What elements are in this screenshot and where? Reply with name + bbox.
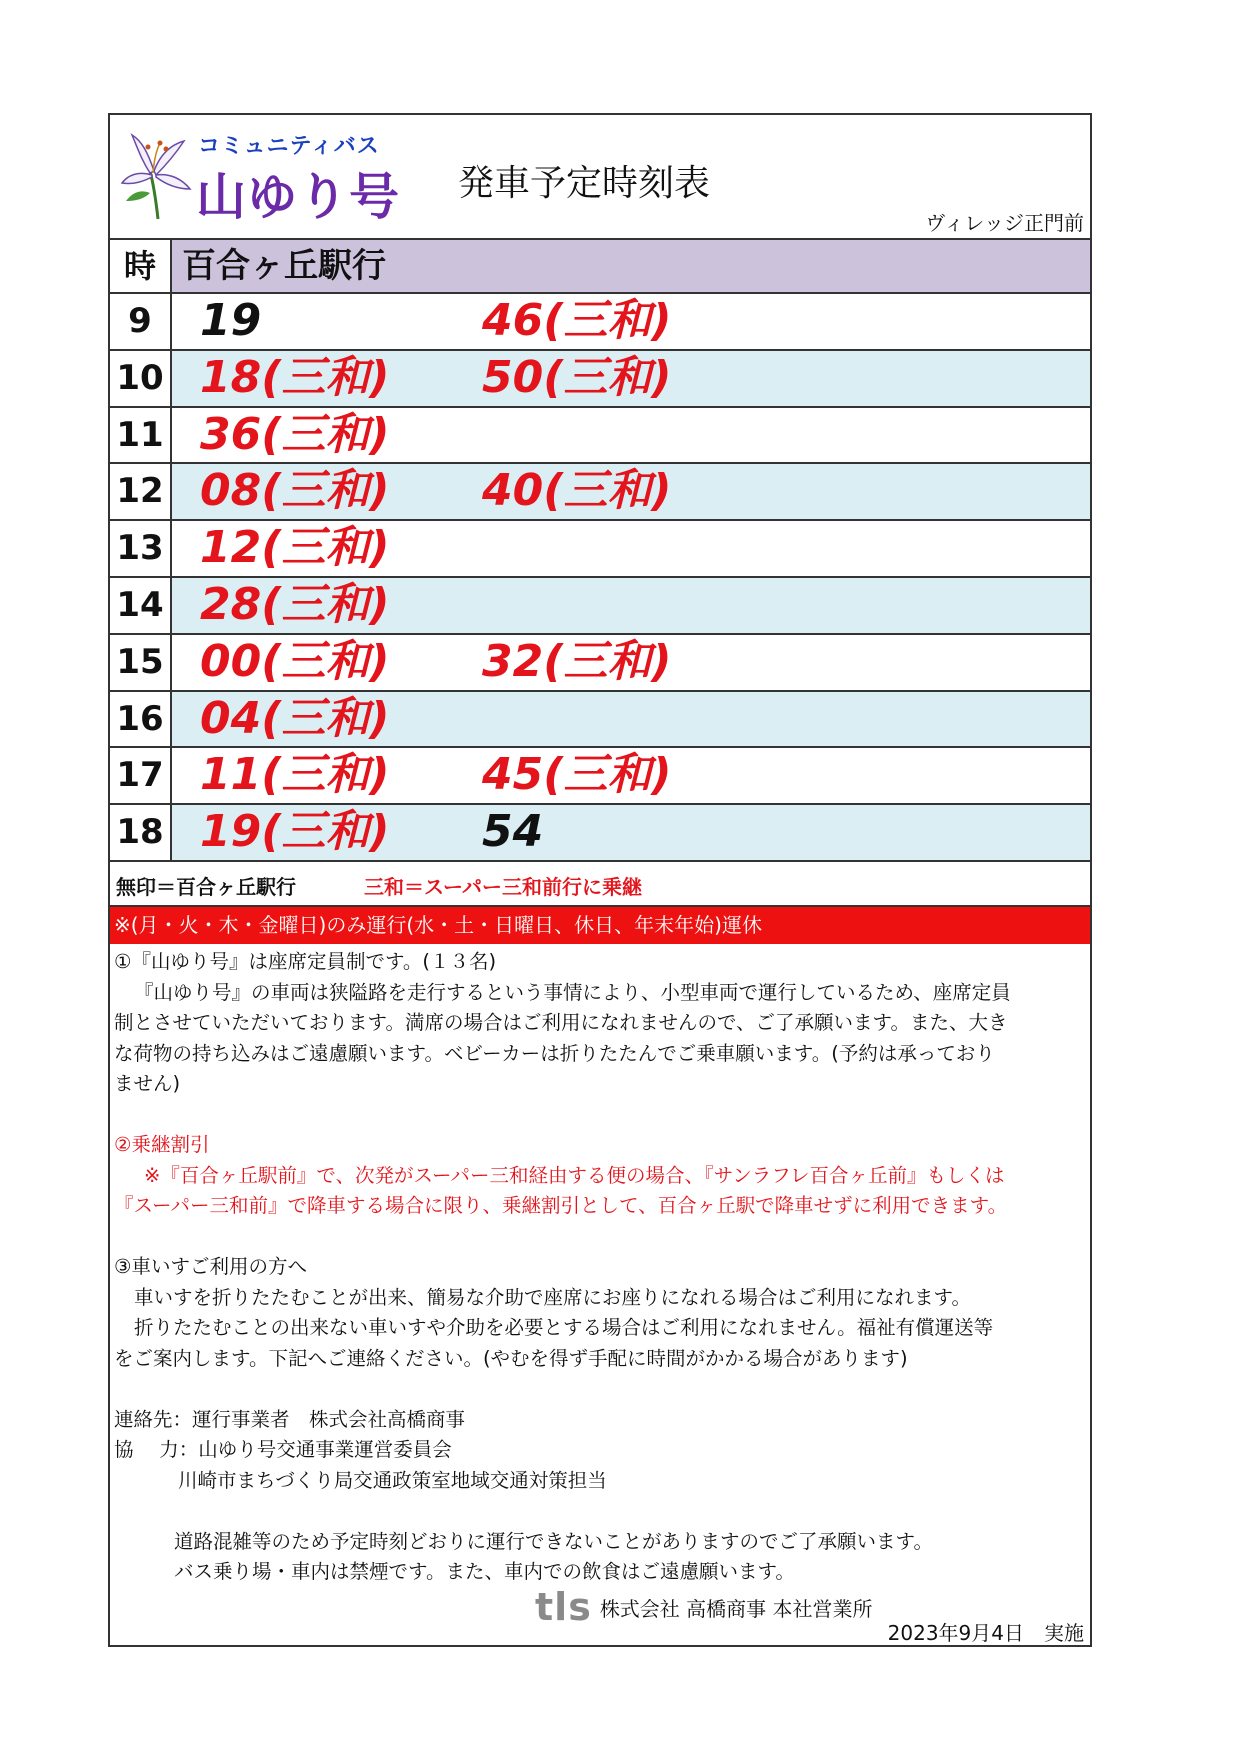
departure-time: 04(三和) (200, 692, 390, 744)
notice-line: 道路混雑等のため予定時刻どおりに運行できないことがありますのでご了承願います。 (174, 1529, 933, 1553)
timetable-row (110, 578, 1090, 635)
note2-line: 『スーパー三和前』で降車する場合に限り、乗継割引として、百合ヶ丘駅で降車せずに利用できます。 (114, 1194, 1008, 1217)
tls-logo: tls (535, 1585, 592, 1629)
timetable-row (110, 351, 1090, 408)
contact-line: 協 力：山ゆり号交通事業運営委員会 (114, 1438, 452, 1461)
hour-cell: 15 (110, 635, 172, 690)
timetable-row (110, 748, 1090, 805)
timetable-row (110, 464, 1090, 521)
legend-sanwa: 三和＝スーパー三和前行に乗継 (364, 875, 642, 899)
contact-line: 連絡先：運行事業者 株式会社高橋商事 (114, 1407, 466, 1431)
departure-time: 40(三和) (482, 465, 672, 517)
hour-cell: 13 (110, 521, 172, 576)
hour-cell: 18 (110, 805, 172, 860)
note3-line: をご案内します。下記へご連絡ください。(やむを得ず手配に時間がかかる場合があります) (114, 1346, 908, 1370)
note1-line: 『山ゆり号』の車両は狭隘路を走行するという事情により、小型車両で運行しているため、座席定員 (134, 980, 1011, 1004)
departure-time: 19(三和) (200, 806, 390, 858)
note1-line: 制とさせていただいております。満席の場合はご利用になれませんので、ご了承願います。また、大き (114, 1011, 1008, 1034)
timetable-row (110, 805, 1090, 862)
departure-time: 00(三和) (200, 635, 390, 687)
departure-time: 11(三和) (200, 749, 390, 801)
departure-time: 19 (200, 295, 262, 346)
hour-cell: 12 (110, 464, 172, 519)
hour-cell: 10 (110, 351, 172, 406)
note1-line: ません) (114, 1072, 181, 1095)
timetable-sheet (108, 113, 1092, 1647)
timetable-header (110, 238, 1090, 294)
legend (110, 870, 1090, 907)
timetable-row (110, 692, 1090, 749)
operating-days-banner: ※(月・火・木・金曜日)のみ運行(水・土・日曜日、休日、年末年始)運休 (110, 907, 1090, 944)
departure-cells (172, 521, 1090, 576)
note3-title: ③車いすご利用の方へ (114, 1255, 307, 1278)
departure-cells (172, 635, 1090, 690)
stop-name: ヴィレッジ正門前 (925, 211, 1084, 235)
legend-plain: 無印＝百合ヶ丘駅行 (116, 875, 296, 899)
departure-time: 54 (482, 806, 544, 858)
departure-cells (172, 578, 1090, 633)
lily-flower-icon (120, 131, 195, 221)
timetable-row (110, 635, 1090, 692)
logo-name: 山ゆり号 (196, 168, 400, 226)
departure-cells (172, 464, 1090, 519)
note1-line: な荷物の持ち込みはご遠慮願います。ベビーカーは折りたたんでご乗車願います。(予約は承っており (114, 1041, 995, 1065)
departure-cells (172, 294, 1090, 349)
departure-time: 08(三和) (200, 465, 390, 517)
departure-cells (172, 748, 1090, 803)
departure-time: 18(三和) (200, 351, 390, 403)
footer-company (535, 1585, 873, 1629)
departure-cells (172, 351, 1090, 406)
logo (120, 127, 400, 226)
departure-cells (172, 805, 1090, 860)
departure-cells (172, 692, 1090, 747)
departure-time: 28(三和) (200, 578, 390, 630)
contact-line: 川崎市まちづくり局交通政策室地域交通対策担当 (178, 1468, 607, 1492)
departure-time: 50(三和) (482, 351, 672, 403)
notes (114, 947, 1086, 1588)
note2-line: ※『百合ヶ丘駅前』で、次発がスーパー三和経由する便の場合、『サンラフレ百合ヶ丘前』もしくは (144, 1163, 1005, 1187)
note3-line: 折りたたむことの出来ない車いすや介助を必要とする場合はご利用になれません。福祉有償運送等 (134, 1316, 994, 1339)
destination-header: 百合ヶ丘駅行 (172, 240, 1090, 292)
hour-cell: 14 (110, 578, 172, 633)
note2-title: ②乗継割引 (114, 1133, 210, 1156)
hour-cell: 11 (110, 408, 172, 463)
hour-cell: 16 (110, 692, 172, 747)
timetable (110, 238, 1090, 862)
page-title: 発車予定時刻表 (458, 163, 711, 204)
logo-subtitle: コミュニティバス (198, 134, 380, 159)
notice-line: バス乗り場・車内は禁煙です。また、車内での飲食はご遠慮願います。 (174, 1560, 795, 1583)
timetable-rows (110, 294, 1090, 862)
departure-cells (172, 408, 1090, 463)
departure-time: 36(三和) (200, 408, 390, 460)
timetable-row (110, 408, 1090, 465)
effective-date: 2023年9月4日 実施 (887, 1621, 1084, 1645)
timetable-row (110, 294, 1090, 351)
company-name: 株式会社 高橋商事 本社営業所 (599, 1597, 873, 1621)
departure-time: 45(三和) (482, 749, 672, 801)
note3-line: 車いすを折りたたむことが出来、簡易な介助で座席にお座りになれる場合はご利用になれます。 (134, 1285, 971, 1309)
hour-cell: 9 (110, 294, 172, 349)
departure-time: 12(三和) (200, 522, 390, 574)
note1-title: ①『山ゆり号』は座席定員制です。(１３名) (114, 950, 497, 973)
timetable-row (110, 521, 1090, 578)
hour-column-header: 時 (110, 240, 172, 292)
hour-cell: 17 (110, 748, 172, 803)
departure-time: 46(三和) (482, 295, 672, 346)
departure-time: 32(三和) (482, 635, 672, 687)
